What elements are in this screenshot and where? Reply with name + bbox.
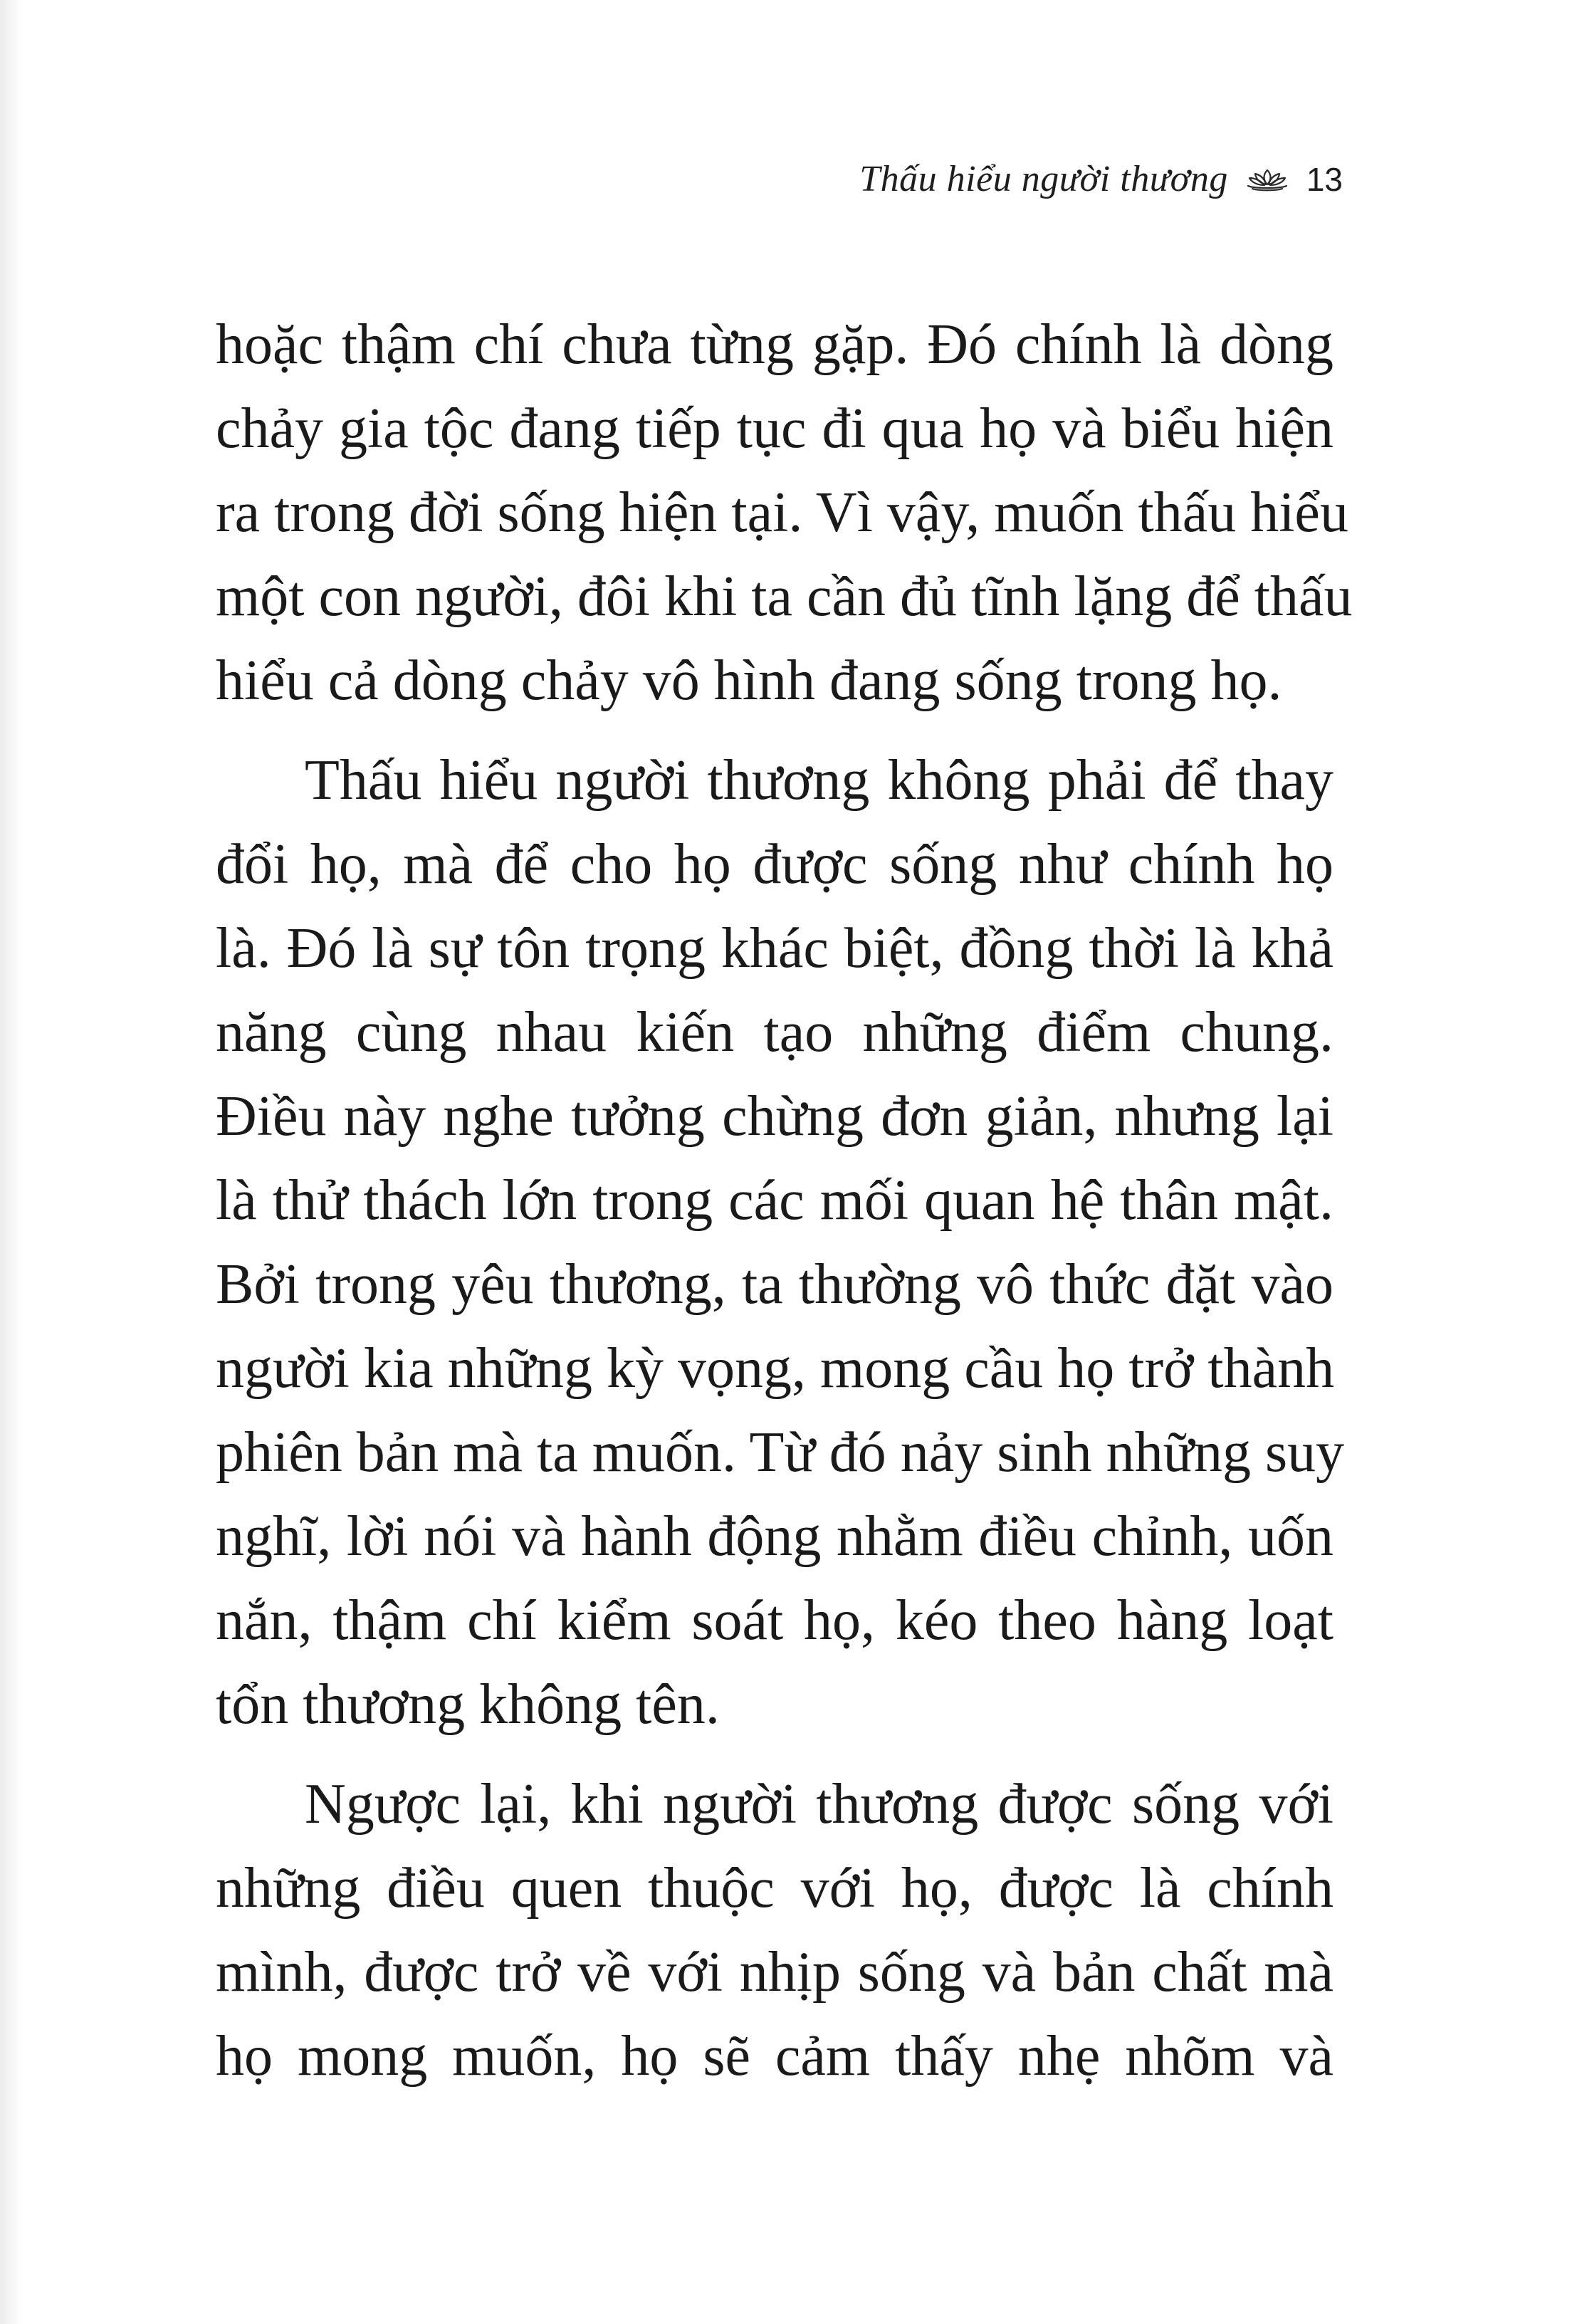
text-line: nghĩ, lời nói và hành động nhằm điều chỉnh, uốn xyxy=(216,1505,1333,1568)
text-line: năng cùng nhau kiến tạo những điểm chung. xyxy=(216,1001,1333,1064)
text-line: Ngược lại, khi người thương được sống với xyxy=(305,1773,1333,1836)
text-line: họ mong muốn, họ sẽ cảm thấy nhẹ nhõm và xyxy=(216,2025,1333,2088)
page-number: 13 xyxy=(1306,160,1343,198)
text-line: mình, được trở về với nhịp sống và bản chất mà xyxy=(216,1941,1333,2004)
paragraph-2 xyxy=(216,738,1345,1747)
paragraph-3 xyxy=(216,1762,1333,2098)
text-line: Điều này nghe tưởng chừng đơn giản, nhưng lại xyxy=(216,1085,1333,1148)
body-text xyxy=(216,303,1353,2098)
text-line: đổi họ, mà để cho họ được sống như chính họ xyxy=(216,833,1333,896)
running-title: Thấu hiểu người thương xyxy=(859,159,1228,199)
lotus-ornament-icon xyxy=(1244,167,1291,192)
text-line: nắn, thậm chí kiểm soát họ, kéo theo hàng loạt xyxy=(216,1589,1333,1652)
text-line: ra trong đời sống hiện tại. Vì vậy, muốn thấu hiểu xyxy=(216,481,1348,544)
text-line: là. Đó là sự tôn trọng khác biệt, đồng thời là khả xyxy=(216,917,1333,980)
text-line: là thử thách lớn trong các mối quan hệ thân mật. xyxy=(216,1169,1333,1232)
text-line: Bởi trong yêu thương, ta thường vô thức đặt vào xyxy=(216,1253,1333,1316)
text-line: người kia những kỳ vọng, mong cầu họ trở thành xyxy=(216,1337,1335,1400)
text-line: tổn thương không tên. xyxy=(216,1673,720,1736)
text-line: hiểu cả dòng chảy vô hình đang sống trong họ. xyxy=(216,649,1282,712)
text-line: chảy gia tộc đang tiếp tục đi qua họ và biểu hiện xyxy=(216,397,1333,460)
running-header xyxy=(859,158,1343,200)
text-line: một con người, đôi khi ta cần đủ tĩnh lặng để thấu xyxy=(216,565,1353,628)
paragraph-1 xyxy=(216,303,1353,723)
text-line: những điều quen thuộc với họ, được là chính xyxy=(216,1857,1333,1920)
text-line: Thấu hiểu người thương không phải để thay xyxy=(305,749,1333,812)
text-line: phiên bản mà ta muốn. Từ đó nảy sinh những suy xyxy=(216,1421,1345,1484)
text-line: hoặc thậm chí chưa từng gặp. Đó chính là dòng xyxy=(216,313,1333,376)
